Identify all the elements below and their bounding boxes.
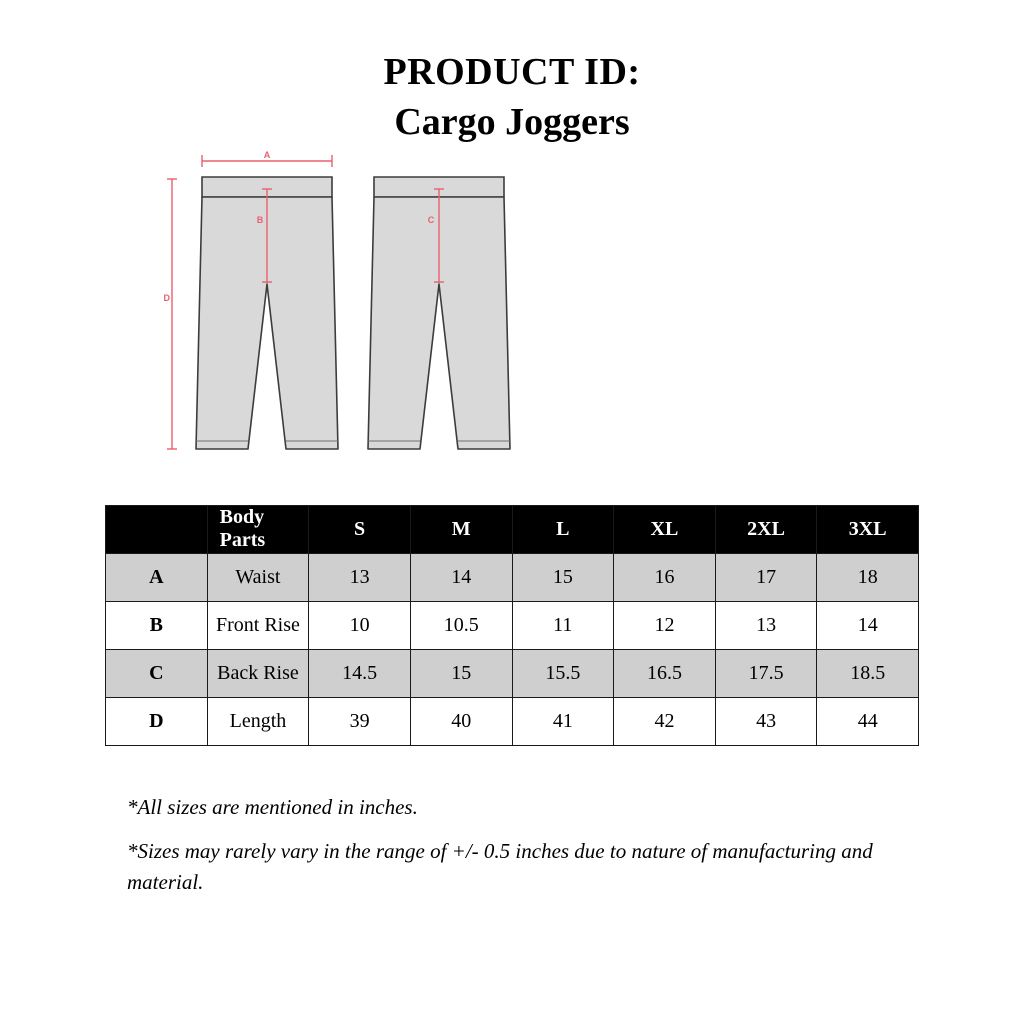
header-size-3xl: 3XL — [817, 505, 919, 553]
row-value-l: 41 — [512, 697, 614, 745]
row-value-m: 40 — [410, 697, 512, 745]
header-size-2xl: 2XL — [715, 505, 817, 553]
size-table — [105, 505, 919, 746]
row-value-3xl: 44 — [817, 697, 919, 745]
header-size-l: L — [512, 505, 614, 553]
row-body-part: Length — [207, 697, 309, 745]
note-units: *All sizes are mentioned in inches. — [127, 794, 418, 819]
row-code: A — [106, 553, 208, 601]
row-value-l: 15.5 — [512, 649, 614, 697]
header-body-parts: Body Parts — [207, 505, 309, 553]
row-value-xl: 12 — [614, 601, 716, 649]
row-value-s: 13 — [309, 553, 411, 601]
table-header-row — [106, 505, 919, 553]
size-chart — [105, 505, 919, 746]
page-title — [0, 0, 1024, 149]
header-code — [106, 505, 208, 553]
row-value-l: 11 — [512, 601, 614, 649]
row-value-xl: 16 — [614, 553, 716, 601]
row-value-m: 15 — [410, 649, 512, 697]
row-value-xl: 16.5 — [614, 649, 716, 697]
row-code: C — [106, 649, 208, 697]
product-name: Cargo Joggers — [394, 100, 630, 143]
table-row — [106, 553, 919, 601]
header-size-xl: XL — [614, 505, 716, 553]
header-size-s: S — [309, 505, 411, 553]
row-value-s: 10 — [309, 601, 411, 649]
row-code: D — [106, 697, 208, 745]
row-value-m: 14 — [410, 553, 512, 601]
product-id-label: PRODUCT ID: — [383, 51, 641, 93]
row-body-part: Front Rise — [207, 601, 309, 649]
diagram-label-b: B — [256, 214, 264, 225]
row-value-3xl: 14 — [817, 601, 919, 649]
diagram-label-a: A — [263, 149, 271, 160]
row-value-l: 15 — [512, 553, 614, 601]
row-value-2xl: 43 — [715, 697, 817, 745]
row-value-s: 14.5 — [309, 649, 411, 697]
row-body-part: Back Rise — [207, 649, 309, 697]
header-size-m: M — [410, 505, 512, 553]
row-value-s: 39 — [309, 697, 411, 745]
table-row — [106, 649, 919, 697]
row-value-2xl: 13 — [715, 601, 817, 649]
row-value-3xl: 18.5 — [817, 649, 919, 697]
table-row — [106, 601, 919, 649]
row-value-m: 10.5 — [410, 601, 512, 649]
row-code: B — [106, 601, 208, 649]
row-value-xl: 42 — [614, 697, 716, 745]
row-value-2xl: 17.5 — [715, 649, 817, 697]
diagram-label-c: C — [427, 214, 435, 225]
row-value-2xl: 17 — [715, 553, 817, 601]
notes-section — [107, 792, 917, 897]
row-body-part: Waist — [207, 553, 309, 601]
row-value-3xl: 18 — [817, 553, 919, 601]
note-tolerance: *Sizes may rarely vary in the range of +/- 0.5 inches due to nature of manufacturing and material. — [127, 839, 873, 894]
garment-diagram — [0, 149, 1024, 499]
diagram-label-d: D — [163, 292, 170, 303]
table-row — [106, 697, 919, 745]
